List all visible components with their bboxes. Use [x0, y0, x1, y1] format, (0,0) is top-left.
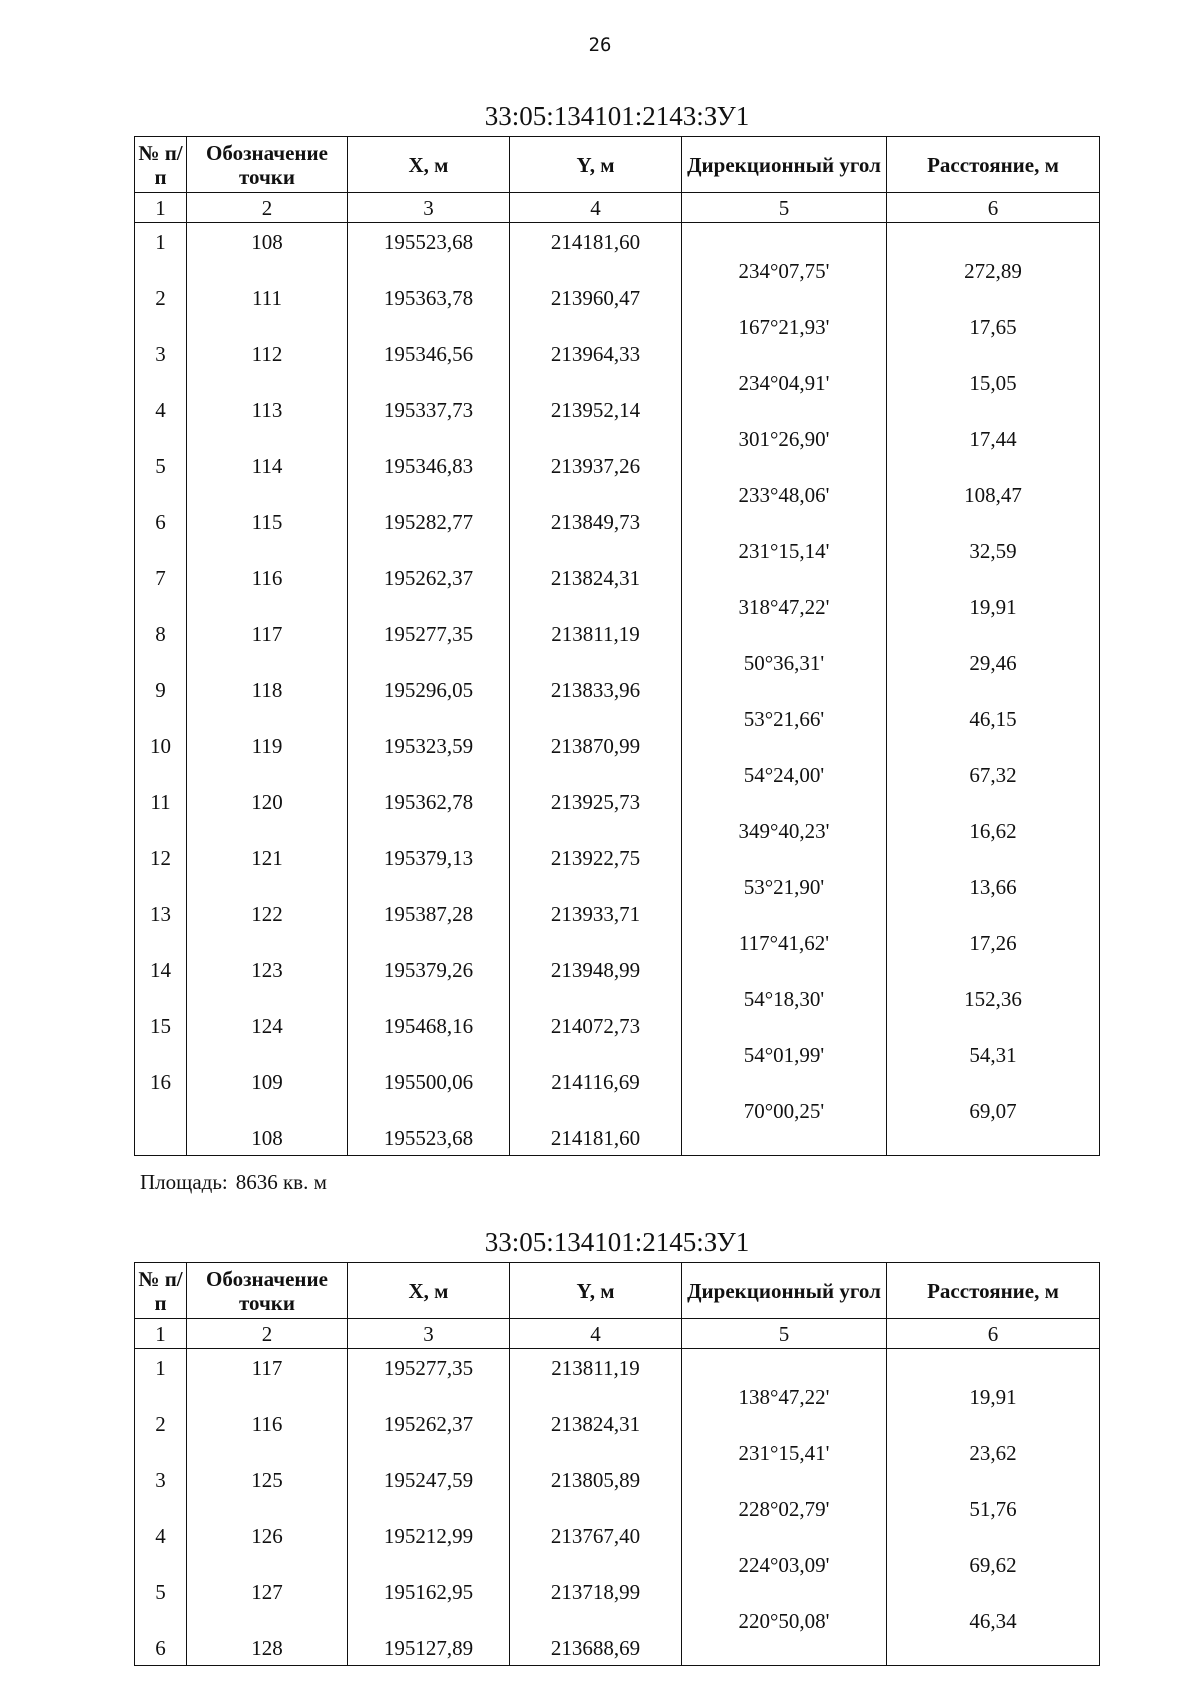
point-point: 126 — [251, 1524, 283, 1548]
point-n: 5 — [155, 1580, 166, 1604]
segment-distance: 67,32 — [969, 763, 1017, 787]
point-y: 213824,31 — [550, 1412, 641, 1436]
point-y: 213960,47 — [550, 286, 641, 310]
point-n: 2 — [155, 286, 166, 310]
coordinates-table-1 — [134, 96, 1100, 1156]
point-point: 115 — [251, 510, 283, 534]
column-number: 4 — [510, 193, 682, 223]
point-x: 195162,95 — [383, 1580, 474, 1604]
y-column — [510, 223, 682, 1155]
point-x: 195323,59 — [383, 734, 474, 758]
point-x: 195296,05 — [383, 678, 474, 702]
point-n: 15 — [150, 1014, 171, 1038]
point-y: 213870,99 — [550, 734, 641, 758]
point-x: 195379,26 — [383, 958, 474, 982]
segment-angle: 50°36,31' — [743, 651, 825, 675]
point-y: 213925,73 — [550, 790, 641, 814]
point-x: 195500,06 — [383, 1070, 474, 1094]
segment-distance: 16,62 — [969, 819, 1017, 843]
point-x: 195277,35 — [383, 1356, 474, 1380]
column-number: 1 — [135, 1319, 187, 1349]
column-number: 4 — [510, 1319, 682, 1349]
header-num: № п/п — [135, 137, 187, 193]
table-grid — [134, 1262, 1100, 1666]
segment-distance: 17,26 — [969, 931, 1017, 955]
point-y: 213849,73 — [550, 510, 641, 534]
segment-distance: 19,91 — [969, 1385, 1017, 1409]
point-n: 2 — [155, 1412, 166, 1436]
point-n: 3 — [155, 1468, 166, 1492]
segment-distance: 69,62 — [969, 1553, 1017, 1577]
point-n: 10 — [150, 734, 171, 758]
column-number: 5 — [682, 1319, 887, 1349]
point-x: 195346,56 — [383, 342, 474, 366]
segment-distance: 108,47 — [964, 483, 1022, 507]
point-x: 195362,78 — [383, 790, 474, 814]
point-point: 111 — [252, 286, 282, 310]
point-y: 214072,73 — [550, 1014, 641, 1038]
header-point: Обозначение точки — [187, 1263, 348, 1319]
point-y: 213811,19 — [551, 622, 640, 646]
segment-angle: 234°04,91' — [738, 371, 830, 395]
coordinates-table-2 — [134, 1222, 1100, 1666]
point-n: 4 — [155, 398, 166, 422]
segment-distance: 272,89 — [964, 259, 1022, 283]
point-point: 109 — [251, 1070, 283, 1094]
table-grid — [134, 136, 1100, 1156]
segment-angle: 54°01,99' — [743, 1043, 825, 1067]
segment-angle: 349°40,23' — [738, 819, 830, 843]
segment-distance: 32,59 — [969, 539, 1017, 563]
point-y: 213948,99 — [550, 958, 641, 982]
point-y: 213937,26 — [550, 454, 641, 478]
point-point: 112 — [251, 342, 283, 366]
page-number: 26 — [588, 34, 612, 56]
point-y: 213688,69 — [550, 1636, 641, 1660]
point-n: 4 — [155, 1524, 166, 1548]
point-point: 116 — [251, 1412, 283, 1436]
segment-distance: 152,36 — [964, 987, 1022, 1011]
point-y: 213811,19 — [551, 1356, 640, 1380]
segment-distance: 29,46 — [969, 651, 1017, 675]
header-point: Обозначение точки — [187, 137, 348, 193]
point-y: 214116,69 — [551, 1070, 640, 1094]
segment-distance: 23,62 — [969, 1441, 1017, 1465]
point-point: 122 — [251, 902, 283, 926]
point-n: 6 — [155, 1636, 166, 1660]
point-x: 195346,83 — [383, 454, 474, 478]
segment-distance: 54,31 — [969, 1043, 1017, 1067]
point-y: 213964,33 — [550, 342, 641, 366]
header-x: X, м — [348, 1263, 510, 1319]
point-x: 195247,59 — [383, 1468, 474, 1492]
column-number: 5 — [682, 193, 887, 223]
header-distance: Расстояние, м — [887, 1263, 1099, 1319]
point-y: 214181,60 — [550, 230, 641, 254]
point-point: 127 — [251, 1580, 283, 1604]
point-n: 6 — [155, 510, 166, 534]
header-x: X, м — [348, 137, 510, 193]
segment-distance: 46,15 — [969, 707, 1017, 731]
point-n: 8 — [155, 622, 166, 646]
point-y: 213952,14 — [550, 398, 641, 422]
segment-angle: 233°48,06' — [738, 483, 830, 507]
column-number: 1 — [135, 193, 187, 223]
point-y: 213933,71 — [550, 902, 641, 926]
point-n: 1 — [155, 230, 166, 254]
segment-angle: 70°00,25' — [743, 1099, 825, 1123]
angle-column — [682, 223, 887, 1155]
point-x: 195262,37 — [383, 566, 474, 590]
segment-angle: 54°18,30' — [743, 987, 825, 1011]
segment-angle: 138°47,22' — [738, 1385, 830, 1409]
point-n: 14 — [150, 958, 171, 982]
point-x: 195127,89 — [383, 1636, 474, 1660]
segment-angle: 53°21,90' — [743, 875, 825, 899]
point-x: 195282,77 — [383, 510, 474, 534]
segment-distance: 17,44 — [969, 427, 1017, 451]
segment-distance: 46,34 — [969, 1609, 1017, 1633]
header-angle: Дирекционный угол — [682, 137, 887, 193]
column-number: 2 — [187, 193, 348, 223]
point-n: 5 — [155, 454, 166, 478]
point-n: 9 — [155, 678, 166, 702]
area-line — [140, 1170, 327, 1195]
header-num: № п/п — [135, 1263, 187, 1319]
table-caption: 33:05:134101:2145:ЗУ1 — [484, 1227, 750, 1257]
x-column — [348, 223, 510, 1155]
point-x: 195387,28 — [383, 902, 474, 926]
point-n: 3 — [155, 342, 166, 366]
column-number: 6 — [887, 1319, 1099, 1349]
point-point: 120 — [251, 790, 283, 814]
point-y: 213767,40 — [550, 1524, 641, 1548]
point-point: 113 — [251, 398, 283, 422]
point-point: 121 — [251, 846, 283, 870]
distance-column — [887, 1349, 1099, 1665]
point-point: 118 — [251, 678, 283, 702]
segment-angle: 234°07,75' — [738, 259, 830, 283]
segment-distance: 19,91 — [969, 595, 1017, 619]
point-x: 195337,73 — [383, 398, 474, 422]
header-distance: Расстояние, м — [887, 137, 1099, 193]
point-x: 195277,35 — [383, 622, 474, 646]
point-column — [187, 223, 348, 1155]
point-x: 195379,13 — [383, 846, 474, 870]
point-point: 117 — [251, 622, 283, 646]
segment-angle: 301°26,90' — [738, 427, 830, 451]
column-number: 3 — [348, 1319, 510, 1349]
x-column — [348, 1349, 510, 1665]
segment-angle: 228°02,79' — [738, 1497, 830, 1521]
segment-distance: 51,76 — [969, 1497, 1017, 1521]
segment-angle: 231°15,14' — [738, 539, 830, 563]
point-point: 119 — [251, 734, 283, 758]
point-y: 214181,60 — [550, 1126, 641, 1150]
segment-angle: 231°15,41' — [738, 1441, 830, 1465]
point-y: 213805,89 — [550, 1468, 641, 1492]
header-y: Y, м — [510, 137, 682, 193]
header-y: Y, м — [510, 1263, 682, 1319]
column-number: 6 — [887, 193, 1099, 223]
point-y: 213922,75 — [550, 846, 641, 870]
point-x: 195212,99 — [383, 1524, 474, 1548]
point-n: 12 — [150, 846, 171, 870]
segment-angle: 54°24,00' — [743, 763, 825, 787]
segment-distance: 69,07 — [969, 1099, 1017, 1123]
point-n — [135, 1125, 186, 1151]
point-y: 213833,96 — [550, 678, 641, 702]
point-n: 7 — [155, 566, 166, 590]
point-n: 1 — [155, 1356, 166, 1380]
column-number: 2 — [187, 1319, 348, 1349]
point-point: 108 — [251, 230, 283, 254]
point-point: 128 — [251, 1636, 283, 1660]
point-point: 114 — [251, 454, 283, 478]
point-point: 125 — [251, 1468, 283, 1492]
header-angle: Дирекционный угол — [682, 1263, 887, 1319]
segment-angle: 220°50,08' — [738, 1609, 830, 1633]
point-point: 123 — [251, 958, 283, 982]
point-point: 108 — [251, 1126, 283, 1150]
point-n: 13 — [150, 902, 171, 926]
point-x: 195523,68 — [383, 1126, 474, 1150]
segment-distance: 17,65 — [969, 315, 1017, 339]
num-column — [135, 223, 187, 1155]
segment-angle: 167°21,93' — [738, 315, 830, 339]
segment-angle: 318°47,22' — [738, 595, 830, 619]
distance-column — [887, 223, 1099, 1155]
point-n: 11 — [150, 790, 171, 814]
point-point: 117 — [251, 1356, 283, 1380]
point-point: 124 — [251, 1014, 283, 1038]
point-point: 116 — [251, 566, 283, 590]
angle-column — [682, 1349, 887, 1665]
area-label: Площадь: — [140, 1170, 228, 1194]
num-column — [135, 1349, 187, 1665]
segment-angle: 117°41,62' — [738, 931, 830, 955]
point-x: 195523,68 — [383, 230, 474, 254]
point-x: 195262,37 — [383, 1412, 474, 1436]
column-number: 3 — [348, 193, 510, 223]
segment-distance: 13,66 — [969, 875, 1017, 899]
y-column — [510, 1349, 682, 1665]
point-x: 195468,16 — [383, 1014, 474, 1038]
point-n: 16 — [150, 1070, 171, 1094]
segment-distance: 15,05 — [969, 371, 1017, 395]
point-x: 195363,78 — [383, 286, 474, 310]
point-y: 213718,99 — [550, 1580, 641, 1604]
area-value: 8636 кв. м — [235, 1170, 327, 1194]
segment-angle: 53°21,66' — [743, 707, 825, 731]
segment-angle: 224°03,09' — [738, 1553, 830, 1577]
point-column — [187, 1349, 348, 1665]
point-y: 213824,31 — [550, 566, 641, 590]
table-caption: 33:05:134101:2143:ЗУ1 — [484, 101, 750, 131]
